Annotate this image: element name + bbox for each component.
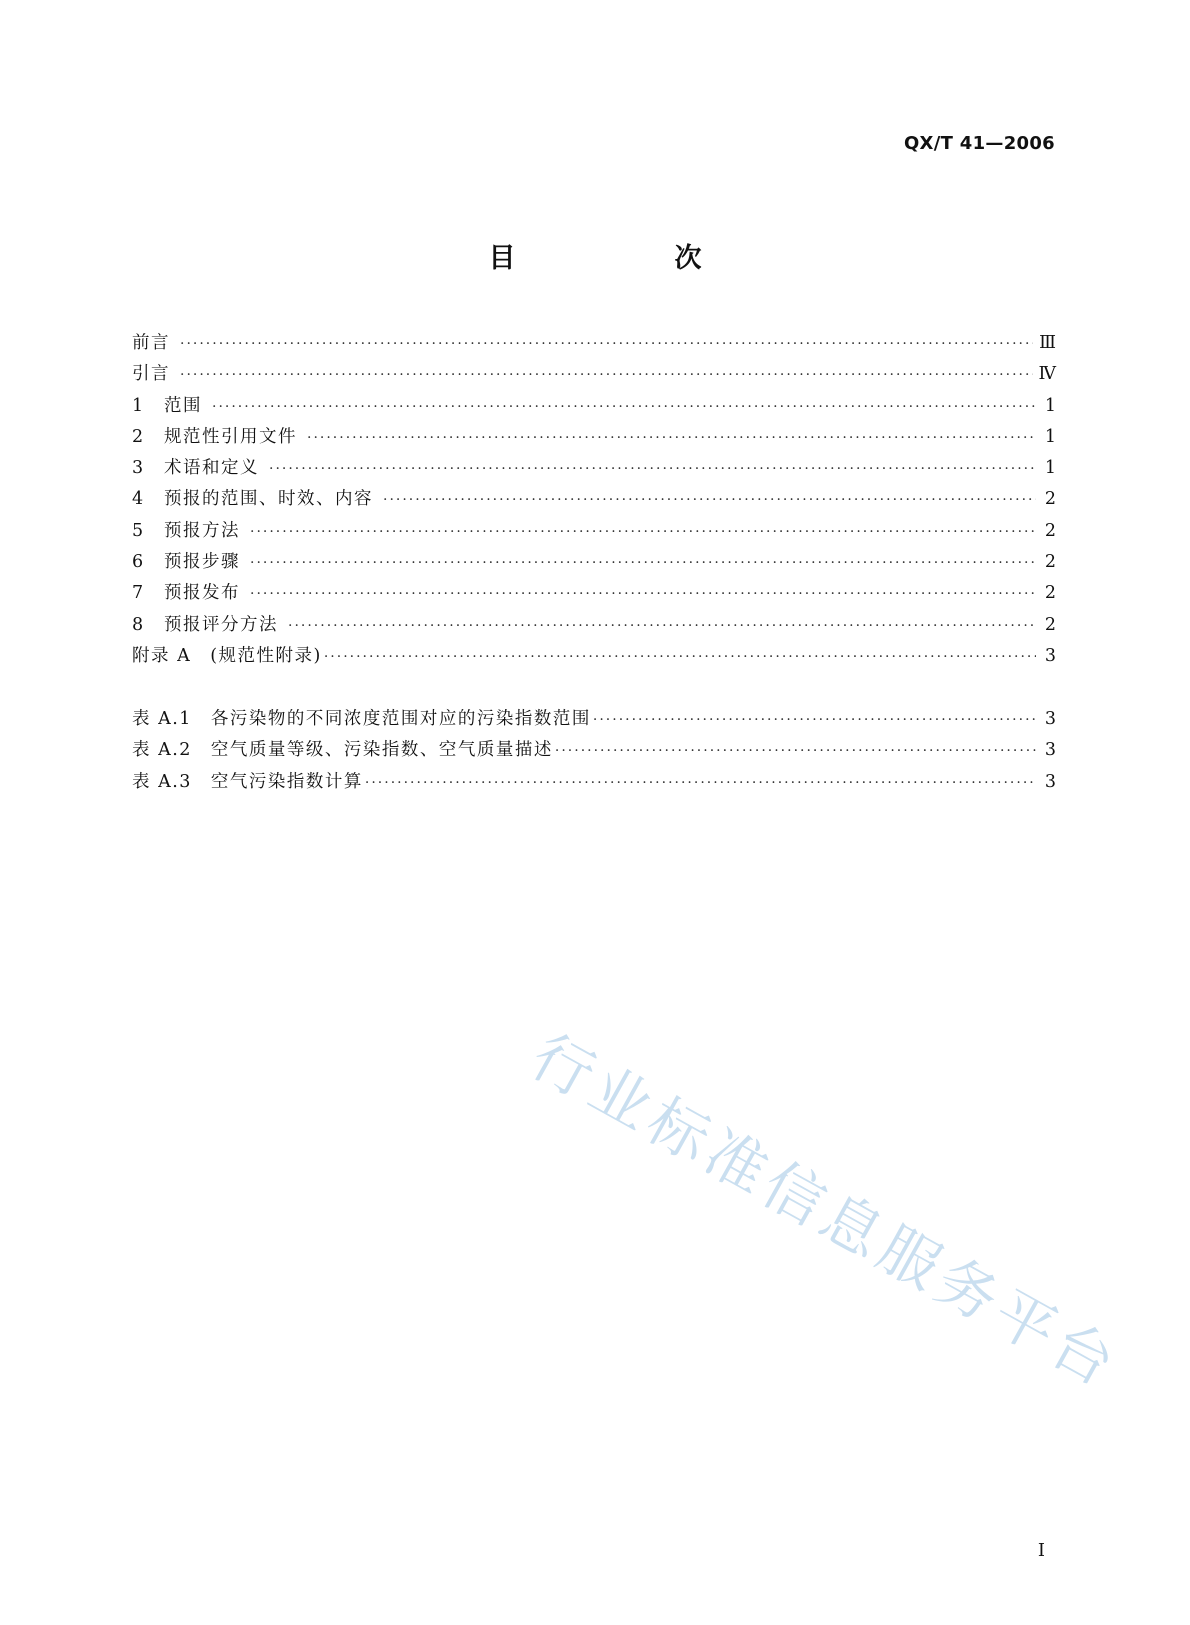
toc-entry-page: 3 [1044,709,1056,729]
toc-entry-number: 2 [132,426,144,447]
standard-code: QX/T 41—2006 [903,133,1055,154]
toc-entry-number: 6 [132,552,144,573]
toc-entry-label: 预报发布 [164,583,240,604]
toc-entry-label: 术语和定义 [164,458,259,479]
toc-entry[interactable] [132,391,1056,422]
toc-entry[interactable] [132,704,1056,735]
toc-entry-label: 前言 [132,333,170,353]
toc-entry-label: 表 A.2 空气质量等级、污染指数、空气质量描述 [132,740,553,761]
toc-entry-page: 2 [1044,489,1056,510]
toc-entry[interactable] [132,516,1056,547]
toc-entry-page: 2 [1044,614,1056,635]
toc-entry-label: 表 A.1 各污染物的不同浓度范围对应的污染指数范围 [132,709,591,729]
toc-entry-number: 1 [132,395,144,416]
toc-leader-dots [365,768,1036,799]
toc-leader-dots [307,423,1036,454]
toc-leader-dots [555,736,1036,767]
toc-main-list [132,328,1056,672]
toc-leader-dots [269,454,1036,485]
toc-leader-dots [250,517,1036,548]
toc-entry[interactable] [132,610,1056,641]
toc-entry-label: 预报方法 [164,520,240,541]
toc-entry-page: Ⅲ [1039,333,1056,353]
toc-entry-label: 预报的范围、时效、内容 [164,489,373,510]
toc-entry[interactable] [132,641,1056,672]
toc-entry-label: 规范性引用文件 [164,426,297,447]
toc-leader-dots [324,642,1036,673]
toc-entry-label: 预报评分方法 [164,614,278,635]
toc-entry-page: 3 [1044,645,1056,666]
toc-entry[interactable] [132,484,1056,515]
toc-entry-label: 范围 [164,395,202,416]
toc-tables-list [132,704,1056,798]
toc-entry-label: 预报步骤 [164,552,240,573]
toc-leader-dots [180,329,1033,360]
toc-entry-page: 3 [1044,740,1056,761]
toc-entry-page: 1 [1044,458,1056,479]
toc-leader-dots [180,360,1033,391]
toc-entry[interactable] [132,359,1056,390]
toc-entry-number: 5 [132,520,144,541]
toc-entry-page: Ⅳ [1038,364,1056,385]
toc-leader-dots [593,705,1036,736]
toc-leader-dots [250,579,1036,610]
toc-entry-page: 2 [1044,520,1056,541]
toc-entry[interactable] [132,767,1056,798]
toc-entry[interactable] [132,422,1056,453]
toc-entry[interactable] [132,453,1056,484]
toc-entry[interactable] [132,547,1056,578]
toc-leader-dots [383,485,1036,516]
page-title: 目 次 [488,243,768,274]
toc-entry[interactable] [132,578,1056,609]
toc-entry-page: 1 [1044,426,1056,447]
toc-leader-dots [288,611,1036,642]
toc-entry-number: 3 [132,458,144,479]
toc-entry-page: 2 [1044,552,1056,573]
toc-entry-label: 引言 [132,364,170,385]
toc-entry-number: 4 [132,489,144,510]
toc-leader-dots [212,392,1036,423]
toc-entry-number: 7 [132,583,144,604]
toc-entry-page: 2 [1044,583,1056,604]
toc-entry-label: 附录 A (规范性附录) [132,645,322,666]
toc-entry-number: 8 [132,614,144,635]
toc-entry-page: 3 [1044,771,1056,792]
toc-entry[interactable] [132,735,1056,766]
watermark: 行业标准信息服务平台 [519,1021,1131,1403]
toc-entry-page: 1 [1044,395,1056,416]
page-number: Ⅰ [1037,1540,1045,1561]
toc-entry[interactable] [132,328,1056,359]
toc-leader-dots [250,548,1036,579]
toc-entry-label: 表 A.3 空气污染指数计算 [132,771,363,792]
